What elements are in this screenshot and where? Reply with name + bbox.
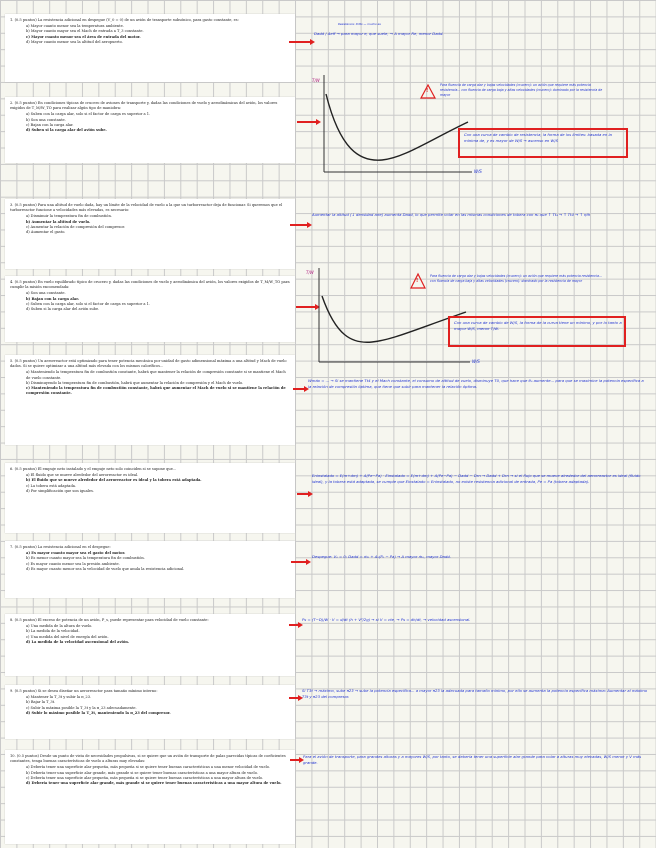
question-option: b) Disminuyendo la temperatura fin de combustión, habrá que aumentar la relación de compresión y el Mach de vuelo. bbox=[26, 380, 244, 385]
question-option: c) Suben con la carga alar, solo si el factor de carga es superior a 1. bbox=[26, 301, 151, 306]
question-option: b) Bajan con la carga alar. bbox=[26, 296, 80, 301]
arrow-4 bbox=[296, 306, 316, 308]
question-option: a) El fluido que se mueve alrededor del aerorreactor es ideal. bbox=[26, 473, 139, 478]
note-6: Eninstalado = E(m+dm) + A(Pe−Pa) · Einstalado = E(m+dm) + A(Pe−Pa) − Dadd − Drn → Dadd + Drn → si el flujo que se mueve alrededor del aerorreactor es ideal (fluido ideal), y la tobera está adaptada, se cumple que Einstalado = Eninstalado, no existe resistencia adicional de entrada, Pe = Pa (tobera adaptada). bbox=[312, 473, 641, 485]
note-3: Aumentar la altitud (↓ densidad aire) aumenta Dadd, lo que permite volar en las mismas condiciones de tobera con π₂ que ↑ Tt₄ → ↑ Tt4 → ↑ ηth bbox=[312, 212, 591, 217]
question-option: a) Disminuir la temperatura fin de combustión. bbox=[26, 214, 112, 219]
note-1: Dadd / Aeff → para mayor π, que suele, → A mayor Re, menor Dadd. bbox=[314, 31, 444, 36]
question-4 bbox=[5, 276, 295, 342]
question-option: c) Subir la máxima posible la T_3t y la π_23 adecuadamente. bbox=[26, 705, 137, 710]
question-option: d) Suben si la carga alar del avión sube. bbox=[26, 307, 100, 312]
graph-2-curve bbox=[322, 296, 466, 342]
question-option: b) El fluido que se mueve alrededor del aerorreactor es ideal y la tobera está adaptada. bbox=[26, 478, 202, 483]
question-option: c) Bajan con la carga alar. bbox=[26, 122, 74, 127]
question-option: b) Mayor cuanto mayor sea el Mach de entrada a T_3 constante. bbox=[26, 29, 144, 34]
note-4-box-text: Con una curva de cambio de W/S, la forma de la curva tiene un mínimo, y por lo tanto a mayor W/S, menor T/W. bbox=[454, 320, 622, 332]
note-7: Despegue: V₀ = 0; Dadd = ṁ₀ + A₀(P₀ − Pa) → A mayor ṁ₀, mayor Dadd. bbox=[312, 554, 451, 559]
question-option: c) La tobera está adaptada. bbox=[26, 483, 77, 488]
arrow-8 bbox=[289, 624, 299, 626]
note-2-warning: Para fluencia de carga alar y bajas velocidades (crucero): un avión que requiere más potencia resistencia... con fluencia de carga baja y altas velocidades (crucero): dominado por la resistencia de mayor bbox=[440, 83, 603, 97]
question-option: a) Mantener la T_3t y subir la π_23. bbox=[26, 695, 92, 700]
question-option: c) Es mayor cuanto menor sea la presión ambiente. bbox=[26, 561, 120, 566]
question-7 bbox=[5, 541, 295, 598]
note-8: Ps = (T−D)/W · V = d/dt (h + V²/2g) → si V = cte, → Ps = dh/dt, → velocidad ascensional. bbox=[302, 617, 471, 622]
question-option: d) La medida de la velocidad ascensional del avión. bbox=[26, 639, 130, 644]
question-stem: 2. (0.5 puntos) En condiciones típicas de crucero de aviones de transporte y, dadas las condiciones de vuelo y aerodinámicas del avión, los valores exigidos de T_M/W_TO para realizar algún tipo de maniobra: bbox=[10, 101, 278, 111]
question-5 bbox=[5, 355, 295, 445]
question-option: b) Aumentar la altitud de vuelo. bbox=[26, 219, 91, 224]
question-stem: 7. (0.5 puntos) La resistencia adicional en el despegue: bbox=[10, 545, 111, 549]
note-1-label: Resistencia: Ditto — mucho es bbox=[338, 22, 381, 26]
question-stem: 3. (0.5 puntos) Para una altitud de vuelo dada, hay un límite de la velocidad de vuelo a la que un turborreactor deja de funcionar. Si queremos que el turborreactor funcione a velocidades más elevadas, es necesario: bbox=[10, 203, 283, 213]
question-3 bbox=[5, 199, 295, 269]
arrow-10 bbox=[290, 759, 300, 761]
question-9 bbox=[5, 685, 295, 739]
question-6 bbox=[5, 463, 295, 533]
arrow-5 bbox=[293, 388, 305, 390]
question-option: d) Es mayor cuanto menor sea la velocidad de vuelo que anula la resistencia adicional. bbox=[26, 566, 185, 571]
question-option: b) Bajar la T_3t. bbox=[26, 700, 56, 705]
graph-1-xlabel: W/S bbox=[474, 169, 482, 174]
graph-2-ylabel: T/W bbox=[306, 270, 314, 275]
note-4-warning: Para fluencia de carga alar y bajas velocidades (crucero): un avión que requiere más potencia resistencia... con fluencia de carga baja y altas velocidades (crucero): dominado por la resistencia de mayor bbox=[430, 274, 603, 283]
note-10: Para el avión de transporte, para grandes alturas y a mayores W/S, por tanto, se debería tener una superficie alar grande para volar a alturas muy elevadas, W/S menor y V más grande. bbox=[303, 754, 642, 766]
question-option: b) Son una constante. bbox=[26, 117, 66, 122]
question-stem: 9. (0.5 puntos) Si se desea diseñar un aerorreactor para tamaño mínimo interno: bbox=[10, 689, 158, 693]
question-option: b) Es menor cuanto mayor sea la temperatura fin de combustión. bbox=[26, 556, 145, 561]
graph-1-ylabel: T/W bbox=[312, 78, 320, 83]
question-option: c) Aumentar la relación de compresión del compresor. bbox=[26, 224, 125, 229]
question-option: a) Es mayor cuanto mayor sea el gasto del motor. bbox=[26, 551, 126, 556]
question-stem: 4. (0.5 puntos) En vuelo equilibrado típico de crucero y, dadas las condiciones de vuelo y aerodinámica del avión, los valores exigidos de T_M/W_TO para cumplir la misión encomendada: bbox=[10, 280, 290, 290]
question-option: b) Debería tener una superficie alar grande, más grande si se quiere tener buenas características a una mayor altura de vuelo. bbox=[26, 770, 258, 775]
question-1 bbox=[5, 14, 295, 82]
question-stem: 10. (0.5 puntos) Desde un punto de vista de necesidades propulsivas, si se quiere que un avión de transporte de palas parecidas típicas de coeficientes constantes, tenga buenas características de vuelo a alturas muy elevadas: bbox=[10, 754, 286, 764]
warning-symbol-2: ! bbox=[416, 278, 419, 284]
question-option: a) Suben con la carga alar, solo si el factor de carga es superior a 1. bbox=[26, 112, 151, 117]
question-stem: 8. (0.5 puntos) El exceso de potencia de un avión, P_s, puede representar para velocidad de vuelo constante: bbox=[10, 618, 209, 622]
graph-2-xlabel: W/S bbox=[472, 359, 480, 364]
question-option: d) Aumentar el gasto. bbox=[26, 230, 66, 235]
arrow-2 bbox=[297, 121, 317, 123]
arrow-3 bbox=[290, 224, 308, 226]
question-option: a) Debería tener una superficie alar pequeña, más pequeña si se quiere tener buenas características a una menor velocidad de vuelo. bbox=[26, 765, 270, 770]
question-option: c) Una medida del nivel de energía del avión. bbox=[26, 634, 109, 639]
question-stem: 5. (0.5 puntos) Un aerorreactor está optimizado para tener potencia mecánica por unidad de gasto adimensional máxima a una altitud y Mach de vuelo dados. Si se quiere optimizar a una altitud más elevada con los mismos caloríficos... bbox=[10, 359, 287, 369]
question-option: a) Son una constante. bbox=[26, 291, 66, 296]
question-stem: 1. (0.5 puntos) La resistencia adicional en despegue (V_0 = 0) de un avión de transporte subsónico, para gasto constante, es: bbox=[10, 18, 239, 22]
question-10 bbox=[5, 750, 295, 844]
note-5: Wmáx = ... → Si se mantiene Tt4 y el Mach constante, el consumo de altitud de vuelo, disminuye T0, que hace que θ₀ aumente... para que se maximice la potencia específica a la relación de compresión óptima, que tiene que subir para mantener la relación óptima. bbox=[308, 378, 644, 390]
question-option: d) Por simplificación que son iguales. bbox=[26, 488, 94, 493]
question-option: a) Manteniendo la temperatura fin de combustión constante, habrá que mantener la relación de compresión constante si se mantiene el Mach de vuelo constante. bbox=[26, 370, 286, 380]
question-option: d) Subir lo máximo posible la T_3t, manteniendo la π_23 del compresor. bbox=[26, 710, 171, 715]
question-option: b) La medida de la velocidad. bbox=[26, 629, 80, 634]
question-option: d) Debería tener una superficie alar grande, más grande si se quiere tener buenas características a una mayor altura de vuelo. bbox=[26, 781, 282, 786]
question-stem: 6. (0.5 puntos) El empuje neto instalado y el empuje neto solo coinciden si se supone que... bbox=[10, 467, 177, 471]
question-8 bbox=[5, 614, 295, 676]
question-option: d) Suben si la carga alar del avión sube. bbox=[26, 128, 107, 133]
note-9: Si T3t → máximo, sube π23 → sube la potencia específica... a mayor π23 la adecuada para tamaño mínimo, por ello se aumenta la potencia específica máxima: Aumentar al máximo T3t y π23 del compresor. bbox=[302, 688, 648, 700]
question-option: d) Mayor cuanto menor sea la altitud del aeropuerto. bbox=[26, 39, 123, 44]
question-option: c) Debería tener una superficie alar pequeña, más pequeña si se quiere tener buenas características a una mayor altura de vuelo. bbox=[26, 775, 264, 780]
arrow-7 bbox=[291, 561, 307, 563]
arrow-6 bbox=[297, 493, 309, 495]
question-option: a) Mayor cuanto menor sea la temperatura ambiente. bbox=[26, 24, 124, 29]
arrow-9 bbox=[289, 697, 299, 699]
question-2 bbox=[5, 97, 295, 163]
question-option: c) Manteniendo la temperatura fin de combustión constante, habrá que aumentar el Mach de vuelo si se mantiene la relación de compresión constante. bbox=[26, 386, 286, 396]
warning-symbol-1: ! bbox=[426, 88, 429, 94]
note-2-box-text: Con una curva de cambio de resistencia, la forma de los límites: basada en la mínima de, y es mayor de W/S → ascenso en W/S bbox=[464, 132, 612, 144]
graph-1-curve bbox=[326, 94, 468, 160]
question-option: a) Una medida de la altura de vuelo. bbox=[26, 624, 93, 629]
question-option: c) Mayor cuanto menor sea el área de entrada del motor. bbox=[26, 34, 141, 39]
arrow-1 bbox=[289, 41, 311, 43]
